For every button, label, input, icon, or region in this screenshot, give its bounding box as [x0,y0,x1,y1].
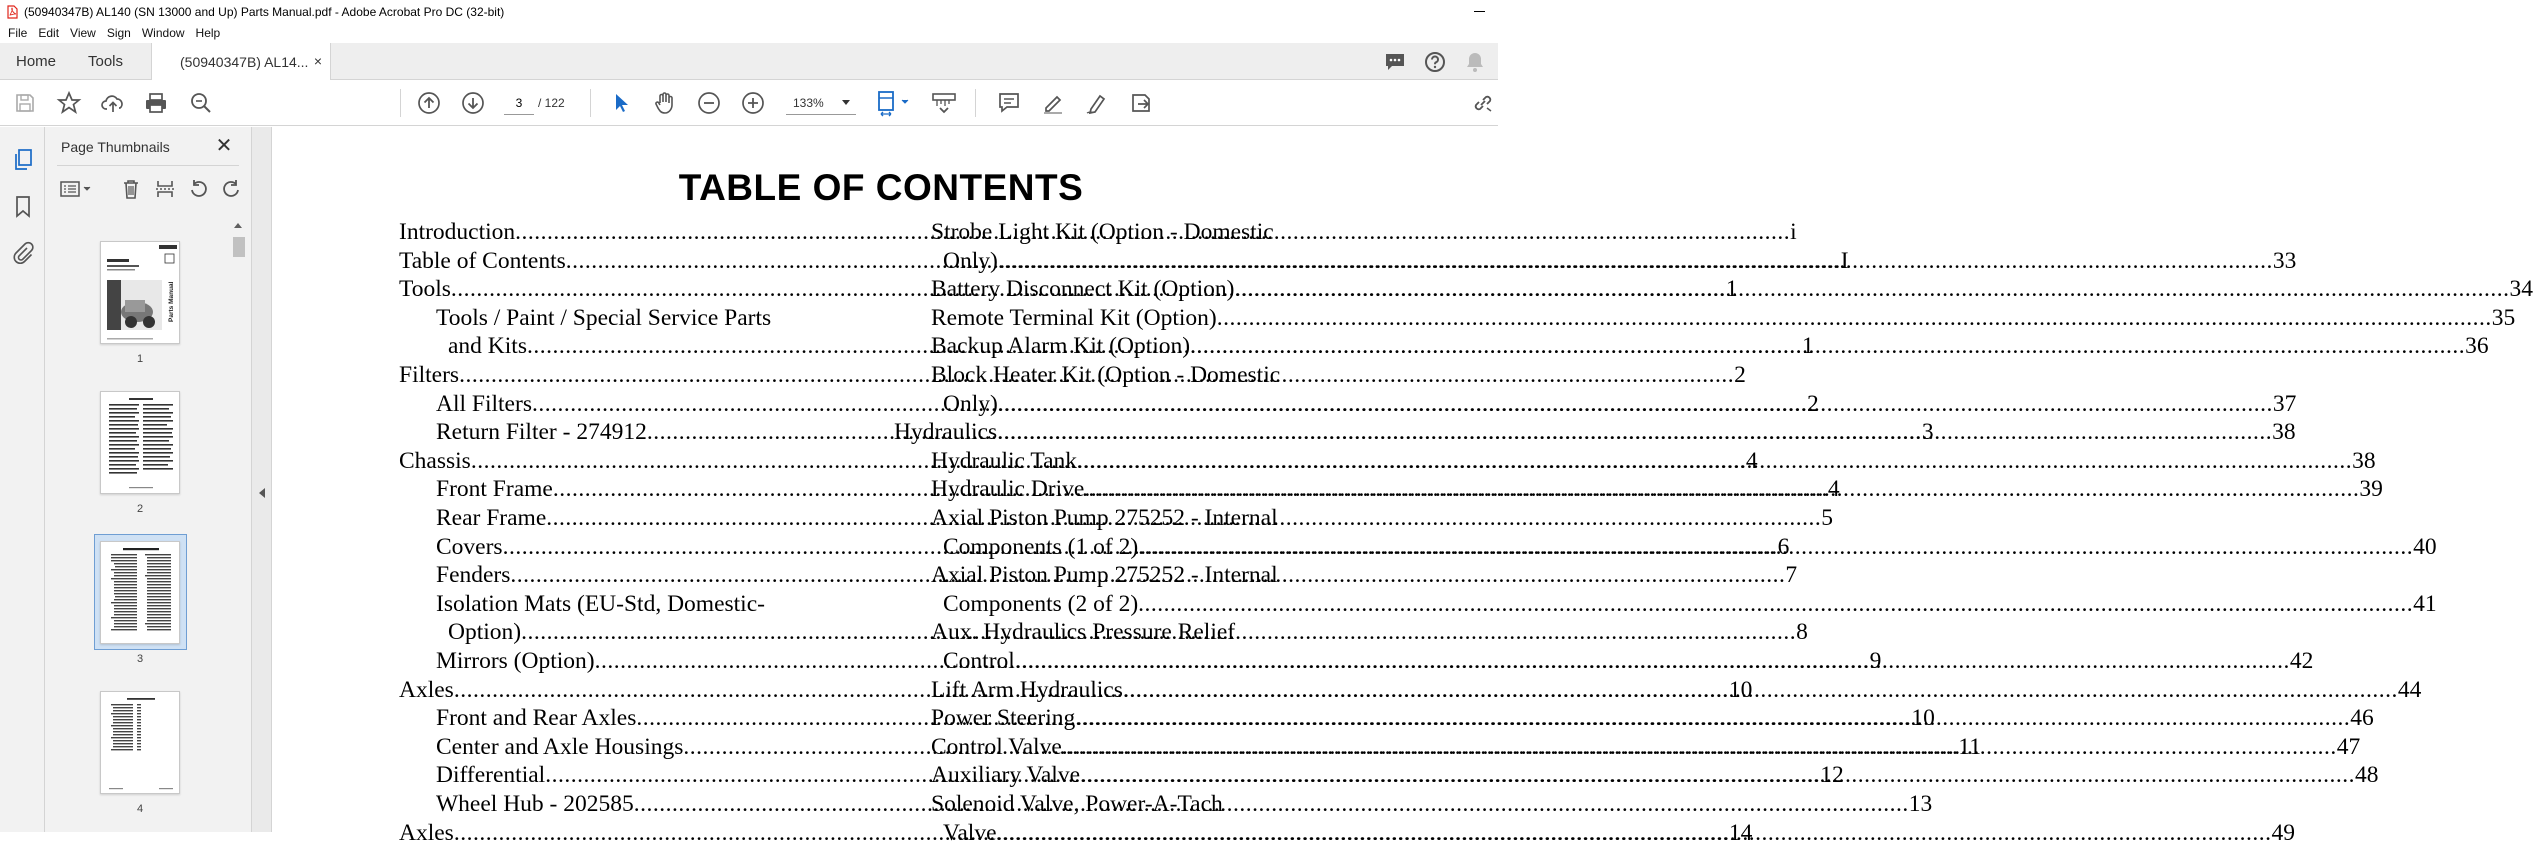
toc-entry-page: 46 [2350,705,2374,732]
previous-page-icon[interactable] [416,90,442,116]
toc-entry-title: Battery Disconnect Kit (Option) [931,276,1235,303]
zoom-in-icon[interactable] [740,90,766,116]
toc-entry-title: Filters [399,362,460,388]
title-bar [0,0,1498,23]
print-icon[interactable] [143,90,169,116]
highlight-pen-icon[interactable] [1040,90,1066,116]
tab-document[interactable] [151,43,331,81]
toc-entry-page: 47 [2336,733,2361,760]
toc-entry-page: 11 [1958,733,1982,760]
toc-entry-title: Components (1 of 2) [943,533,1139,560]
toc-entry-title: Axial Piston Pump 275252 - Internal [931,562,1278,589]
thumbnail-scrollbar[interactable] [231,219,245,832]
toolbar-divider [590,89,591,117]
menu-sign[interactable]: Sign [106,26,131,40]
toc-entry-title: Auxiliary Valve [931,762,1081,789]
toc-leader-dots [1138,534,2413,561]
toc-entry-title: Only) [943,390,998,417]
toc-leader-dots [1077,448,2352,475]
toc-entry-page: 6 [1777,533,1790,560]
thumbnail-label: 1 [136,353,144,365]
toc-entry[interactable] [894,419,2296,447]
toc-entry-title: Power Steering [931,705,1076,732]
tab-document-label: (50940347B) AL14... [180,54,309,70]
page-heading: TABLE OF CONTENTS [678,167,1084,208]
toc-entry[interactable] [943,247,2297,276]
notification-bell-icon[interactable] [1462,49,1488,75]
toc-entry-page: 2 [1806,390,1819,417]
toc-entry-page: I [1840,247,1849,274]
page-preview [101,692,181,795]
toc-leader-dots [1234,276,2509,303]
tab-home[interactable]: Home [16,53,57,70]
thumbnail-label: 2 [136,503,144,515]
toc-entry-title: Axial Piston Pump 275252 - Internal [931,505,1278,531]
toc-entry-page: 14 [1728,819,1753,846]
thumbnail-page-1[interactable] [100,241,180,344]
toc-entry[interactable] [931,333,2489,361]
divider [57,165,239,166]
thumbnail-page-3[interactable] [100,541,180,644]
toc-entry-title: Valve [943,819,997,846]
toc-entry-title: All Filters [436,390,532,417]
rotate-counterclockwise-icon[interactable] [187,177,211,201]
zoom-search-icon[interactable] [188,90,214,116]
menu-file[interactable]: File [8,26,28,40]
toc-entry-title: Axles [399,819,454,846]
toc-entry-title: Chassis [399,447,471,474]
help-icon[interactable] [1422,49,1448,75]
toc-entry[interactable] [931,447,2376,476]
toc-entry[interactable] [931,362,1336,390]
toc-entry-title: Rear Frame [436,505,547,531]
page-preview [101,392,181,495]
toc-entry-page: 12 [1820,762,1844,789]
thumbnail-label: 4 [136,803,144,815]
toc-entry-title: Tools [399,276,451,303]
toc-entry-page: 8 [1796,619,1808,646]
toc-entry-title: and Kits [448,333,527,360]
upload-cloud-icon[interactable] [100,90,126,116]
toc-entry-page: 1 [1801,333,1814,360]
toc-entry[interactable] [931,304,2516,333]
toc-entry-title: Center and Axle Housings [436,733,684,760]
sign-pen-icon[interactable] [1084,90,1110,116]
bookmark-star-icon[interactable] [56,90,82,116]
toc-leader-dots [1217,305,2492,332]
toc-entry-page: 3 [1921,419,1934,446]
extract-pages-icon[interactable] [153,177,177,201]
thumbnail-page-2[interactable] [100,391,180,494]
toc-entry[interactable] [931,476,2383,504]
cover-page-preview [101,242,181,345]
toc-entry-title: Wheel Hub - 202585 [436,791,634,817]
close-panel-icon[interactable]: ✕ [215,135,233,157]
toc-entry-title: Hydraulic Drive [931,476,1085,503]
minimize-button[interactable] [1470,2,1490,20]
toolbar-divider [975,89,976,117]
toolbar-divider [400,89,401,117]
toc-entry[interactable] [931,219,1336,247]
toc-entry-page: 33 [2272,247,2297,274]
toc-entry-title: Lift Arm Hydraulics [931,676,1123,703]
save-icon[interactable] [12,90,38,116]
toc-entry-title: Covers [436,533,503,560]
toc-entry-title: Mirrors (Option) [436,648,595,674]
toc-entry-title: Block Heater Kit (Option - Domestic [931,362,1281,388]
toc-entry-page: 2 [1734,362,1746,388]
menu-view[interactable]: View [70,26,96,40]
toc-leader-dots [1075,705,2350,732]
toc-entry-page: 10 [1728,676,1753,703]
toc-entry-page: 41 [2413,590,2437,617]
toc-leader-dots [1080,762,2355,789]
toc-entry[interactable] [436,305,841,333]
toc-entry-page: 38 [2272,419,2296,446]
toc-entry-title: Components (2 of 2) [943,590,1139,617]
toc-entry-page: 42 [2289,648,2314,674]
toc-entry-title: Axles [399,676,454,703]
tab-bar-actions [1382,49,1488,75]
menu-window[interactable]: Window [141,26,185,40]
toc-entry-title: Aux. Hydraulics Pressure Relief [931,619,1236,646]
thumbnail-page-4[interactable] [100,691,180,794]
fit-page-icon[interactable] [875,90,913,116]
thumbnail-list [45,219,230,832]
toc-entry-title: Option) [448,619,522,646]
toc-entry-title: Remote Terminal Kit (Option) [931,304,1217,331]
toc-entry-title: Differential [436,762,546,789]
thumbnail-label: 3 [136,653,144,665]
menu-edit[interactable]: Edit [38,26,60,40]
toc-entry-title: Isolation Mats (EU-Std, Domestic- [436,590,765,617]
toc-entry-title: Fenders [436,562,511,589]
toc-leader-dots [1190,333,2465,360]
toc-entry-page: 7 [1785,562,1798,589]
toc-entry[interactable] [931,276,2533,304]
scrollbar-thumb[interactable] [233,237,245,257]
toc-entry-title: Only) [943,247,998,274]
toc-entry[interactable] [943,648,2314,676]
next-page-icon[interactable] [460,90,486,116]
toc-entry[interactable] [943,590,2437,619]
zoom-select[interactable] [786,91,856,115]
panel-collapse-handle[interactable] [252,127,272,832]
toc-entry-page: 5 [1821,505,1834,531]
menu-help[interactable]: Help [195,26,221,40]
toc-entry-title: Front and Rear Axles [436,705,637,732]
toc-entry-title: Table of Contents [399,247,566,274]
page-preview [101,542,181,645]
page-thumbnails-icon[interactable] [10,147,36,173]
svg-text:Parts Manual: Parts Manual [168,281,175,322]
select-cursor-icon[interactable] [608,90,634,116]
toc-entry-page: 35 [2491,304,2516,331]
tab-bar [0,43,1498,80]
toc-entry[interactable] [931,791,1336,819]
tab-tools[interactable]: Tools [88,53,124,70]
page-number-input[interactable] [504,91,534,115]
toc-entry-page: 44 [2397,676,2422,703]
pdf-app-icon [4,4,20,20]
toc-entry-page: 34 [2509,276,2533,303]
toc-leader-dots [1084,476,2359,503]
close-tab-icon[interactable]: × [313,53,322,69]
share-link-icon[interactable] [1470,90,1496,116]
toc-entry-page: 39 [2359,476,2383,503]
toc-entry-title: Tools / Paint / Special Service Parts [436,304,772,331]
toc-entry-page: 4 [1827,476,1840,503]
navigation-rail [0,127,45,832]
toc-leader-dots [1062,734,2337,761]
toc-leader-dots [997,419,2272,446]
scroll-up-icon[interactable] [234,223,242,228]
toc-entry-title: Backup Alarm Kit (Option) [931,333,1191,360]
panel-title: Page Thumbnails [61,139,170,155]
main-toolbar [0,80,1498,126]
toc-leader-dots [998,391,2273,418]
toc-entry-title: Hydraulics [894,419,998,446]
toc-entry-title: Introduction [399,219,516,245]
toc-entry[interactable] [436,591,841,619]
send-for-review-icon[interactable] [1128,90,1154,116]
scroll-mode-icon[interactable] [931,90,957,116]
toc-leader-dots [997,820,2272,847]
page-total: / 122 [538,96,565,110]
toc-entry-page: 1 [1725,276,1738,303]
toc-entry-page: 37 [2272,390,2297,417]
toc-leader-dots [1138,591,2413,618]
toc-entry-page: 10 [1911,705,1935,732]
bookmarks-icon[interactable] [10,194,36,220]
comment-icon[interactable] [996,90,1022,116]
zoom-value: 133% [793,95,824,110]
toc-entry[interactable] [943,390,2297,419]
toc-entry-title: Hydraulic Tank [931,447,1078,474]
thumbnail-options-icon[interactable] [59,177,93,201]
menu-bar [0,23,1498,43]
zoom-out-icon[interactable] [696,90,722,116]
toc-entry-title: Control Valve [931,733,1062,760]
toc-leader-dots [998,248,2273,275]
toc-entry-page: 48 [2355,762,2379,789]
delete-page-icon[interactable] [119,177,143,201]
toc-entry[interactable] [931,505,1336,533]
page-thumbnails-panel [45,127,252,832]
hand-tool-icon[interactable] [652,90,678,116]
toc-entry-page: 40 [2413,533,2437,560]
toc-entry-page: 4 [1745,447,1758,474]
document-view[interactable] [272,127,2533,846]
toc-entry-page: 49 [2271,819,2296,846]
toc-leader-dots [1123,677,2398,704]
toc-entry-title: Front Frame [436,476,553,503]
toc-entry[interactable] [931,619,1336,647]
toc-entry-title: Solenoid Valve, Power-A-Tach [931,791,1223,817]
toc-entry-title: Strobe Light Kit (Option - Domestic [931,219,1274,245]
rotate-clockwise-icon[interactable] [219,177,243,201]
toc-entry-page: 36 [2465,333,2489,360]
toc-entry-page: 13 [1908,791,1933,817]
toc-entry-page: i [1790,219,1797,245]
toc-entry[interactable] [931,562,1336,590]
chevron-left-icon [259,488,265,498]
window-title: (50940347B) AL140 (SN 13000 and Up) Parts Manual.pdf - Adobe Acrobat Pro DC (32-bit) [24,4,505,19]
toc-entry-page: 38 [2352,447,2376,474]
toc-leader-dots [1015,648,2290,675]
toc-entry-title: Control [943,648,1015,674]
toc-entry[interactable] [943,533,2437,562]
toc-entry-page: 9 [1869,648,1882,674]
attachments-icon[interactable] [10,240,36,266]
comment-chat-icon[interactable] [1382,49,1408,75]
chevron-down-icon [842,100,850,105]
toc-entry-title: Return Filter - 274912 [436,419,647,446]
